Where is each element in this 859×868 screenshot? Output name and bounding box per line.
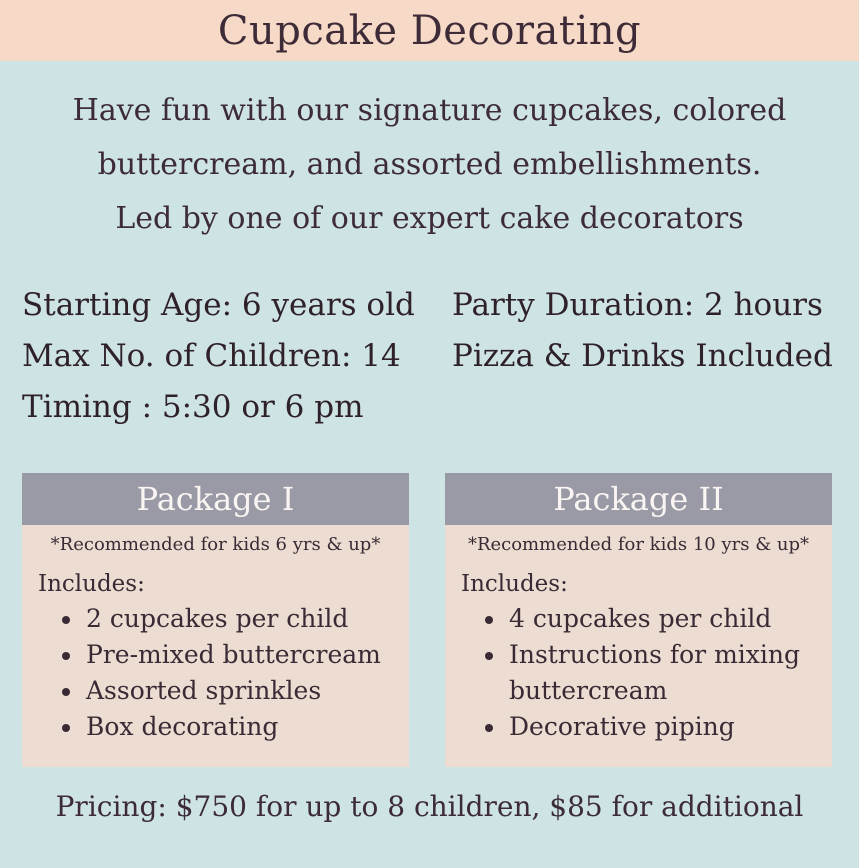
list-item: • Box decorating bbox=[84, 709, 409, 745]
party-duration: Party Duration: 2 hours bbox=[452, 287, 823, 323]
list-item: • Decorative piping bbox=[507, 709, 832, 745]
intro-line: Have fun with our signature cupcakes, colored bbox=[72, 93, 787, 128]
package-card-2 bbox=[445, 473, 832, 767]
list-item: • Pre-mixed buttercream bbox=[84, 637, 409, 673]
food-included: Pizza & Drinks Included bbox=[452, 338, 833, 374]
package-title: Package I bbox=[22, 473, 409, 525]
package-card-1 bbox=[22, 473, 409, 767]
intro-line: Led by one of our expert cake decorators bbox=[115, 201, 744, 236]
includes-label: Includes: bbox=[461, 571, 568, 597]
details-left bbox=[22, 280, 415, 433]
intro-line: buttercream, and assorted embellishments. bbox=[97, 147, 762, 182]
list-item: • 2 cupcakes per child bbox=[84, 601, 409, 637]
details-right bbox=[452, 280, 833, 382]
starting-age: Starting Age: 6 years old bbox=[22, 287, 415, 323]
package-items bbox=[445, 601, 832, 745]
max-children: Max No. of Children: 14 bbox=[22, 338, 401, 374]
intro-text bbox=[0, 84, 859, 246]
includes-label: Includes: bbox=[38, 571, 145, 597]
package-recommendation: *Recommended for kids 10 yrs & up* bbox=[467, 534, 810, 555]
pricing-text: Pricing: $750 for up to 8 children, $85 for additional bbox=[55, 790, 804, 823]
package-recommendation: *Recommended for kids 6 yrs & up* bbox=[50, 534, 381, 555]
list-item: • Instructions for mixing buttercream bbox=[507, 637, 832, 709]
title-banner bbox=[0, 0, 859, 61]
list-item: • Assorted sprinkles bbox=[84, 673, 409, 709]
timing: Timing : 5:30 or 6 pm bbox=[22, 389, 364, 425]
package-items bbox=[22, 601, 409, 745]
package-title: Package II bbox=[445, 473, 832, 525]
page-title: Cupcake Decorating bbox=[217, 7, 642, 54]
list-item: • 4 cupcakes per child bbox=[507, 601, 832, 637]
